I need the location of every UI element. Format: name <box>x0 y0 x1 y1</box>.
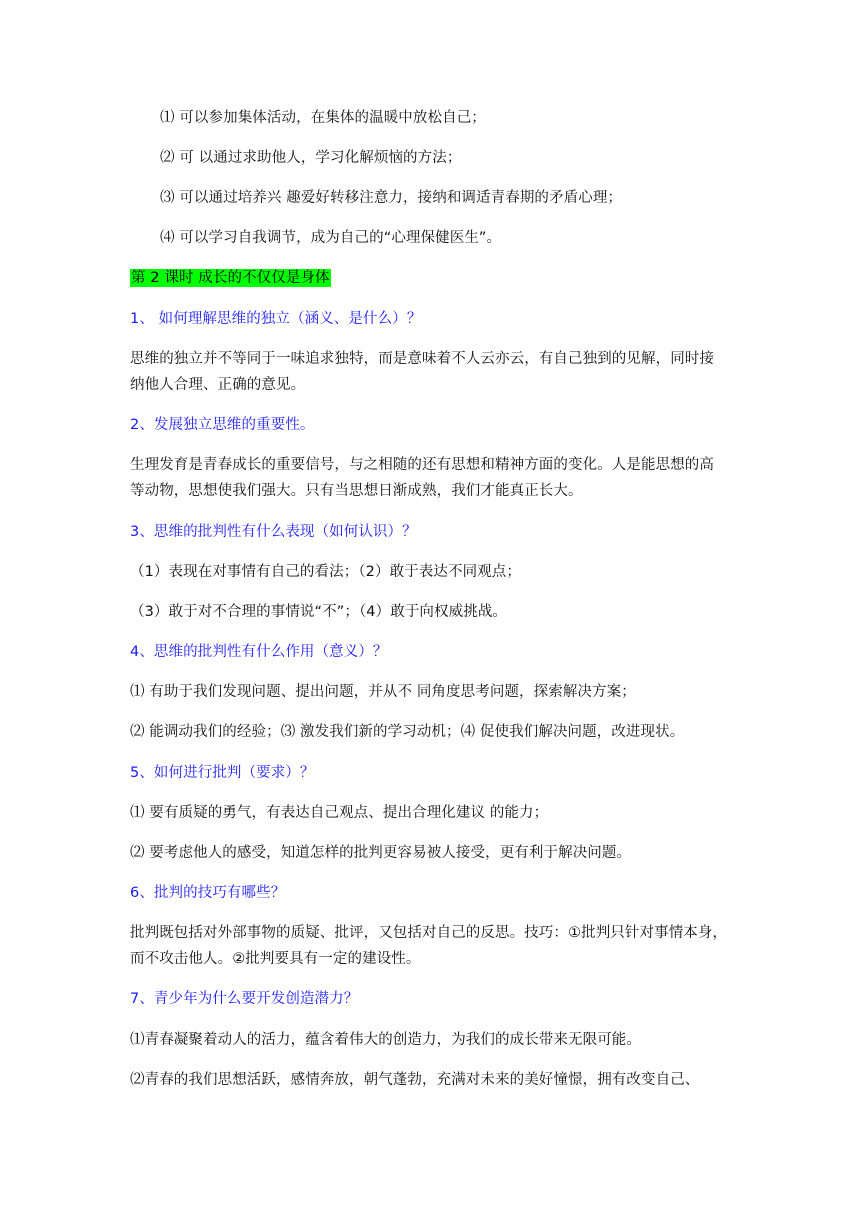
section-answer: 思维的独立并不等同于一味追求独特，而是意味着不人云亦云，有自己独到的见解，同时接 <box>130 351 714 367</box>
section-answer: 等动物，思想使我们强大。只有当思想日渐成熟，我们才能真正长大。 <box>130 483 583 499</box>
lesson-title-text: 第 2 课时 成长的不仅仅是身体 <box>131 270 330 286</box>
section-question: 1、 如何理解思维的独立（涵义、是什么）？ <box>130 311 422 327</box>
intro-item: ⑶ 可以通过培养兴 趣爱好转移注意力，接纳和调适青春期的矛盾心理； <box>160 190 623 206</box>
section-answer: ⑵青春的我们思想活跃，感情奔放，朝气蓬勃，充满对未来的美好憧憬，拥有改变自己、 <box>130 1072 700 1088</box>
section-question: 4、思维的批判性有什么作用（意义）？ <box>130 644 388 660</box>
section-question: 3、思维的批判性有什么表现（如何认识）？ <box>130 524 417 540</box>
section-answer: 生理发育是青春成长的重要信号，与之相随的还有思想和精神方面的变化。人是能思想的高 <box>130 457 714 473</box>
section-answer: ⑵ 能调动我们的经验；⑶ 激发我们新的学习动机；⑷ 促使我们解决问题，改进现状。 <box>130 724 685 740</box>
intro-item: ⑵ 可 以通过求助他人，学习化解烦恼的方法； <box>160 150 462 166</box>
section-answer: ⑴青春凝聚着动人的活力，蕴含着伟大的创造力，为我们的成长带来无限可能。 <box>130 1032 641 1048</box>
section-question: 5、如何进行批判（要求）？ <box>130 765 315 781</box>
section-answer: ⑵ 要考虑他人的感受，知道怎样的批判更容易被人接受，更有利于解决问题。 <box>130 845 632 861</box>
section-answer: 纳他人合理、正确的意见。 <box>130 377 306 393</box>
section-answer: 而不攻击他人。②批判要具有一定的建设性。 <box>130 951 421 967</box>
intro-item: ⑷ 可以学习自我调节，成为自己的“心理保健医生”。 <box>160 230 502 246</box>
section-answer: （1）表现在对事情有自己的看法；（2）敢于表达不同观点； <box>130 564 521 580</box>
intro-item: ⑴ 可以参加集体活动，在集体的温暖中放松自己； <box>160 110 486 126</box>
section-answer: （3）敢于对不合理的事情说“不”；（4）敢于向权威挑战。 <box>130 604 508 620</box>
section-question: 7、青少年为什么要开发创造潜力？ <box>130 991 359 1007</box>
section-question: 2、发展独立思维的重要性。 <box>130 417 315 433</box>
section-question: 6、批判的技巧有哪些？ <box>130 885 286 901</box>
lesson-title <box>130 268 331 288</box>
section-answer: ⑴ 有助于我们发现问题、提出问题，并从不 同角度思考问题，探索解决方案； <box>130 684 636 700</box>
section-answer: 批判既包括对外部事物的质疑、批评，又包括对自己的反思。技巧：①批判只针对事情本身， <box>130 925 728 941</box>
section-answer: ⑴ 要有质疑的勇气，有表达自己观点、提出合理化建议 的能力； <box>130 805 549 821</box>
